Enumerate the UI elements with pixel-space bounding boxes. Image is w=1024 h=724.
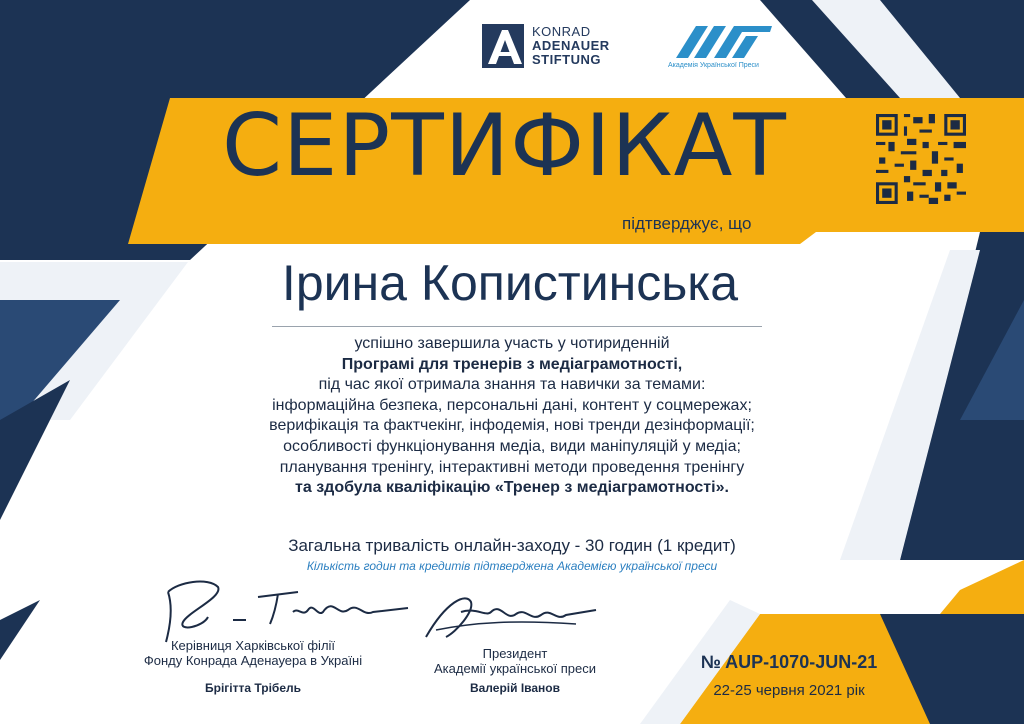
aup-caption: Академія Української Преси (668, 62, 759, 69)
body-line: особливості функціонування медіа, види маніпуляцій у медіа; (283, 437, 741, 455)
credit-note: Кількість годин та кредитів підтверджена Академією української преси (306, 559, 718, 573)
kas-line-1: KONRAD (532, 24, 591, 39)
gold-stripe-right-edge (940, 560, 1024, 614)
body-line: планування тренінгу, інтерактивні методи проведення тренінгу (279, 458, 745, 476)
confirms-text: підтверджує, що (622, 214, 752, 233)
body-line: під час якої отримала знання та навички за темами: (318, 376, 706, 394)
certificate-number: № AUP-1070-JUN-21 (700, 652, 878, 672)
signatory-1-role-line1: Керівниця Харківської філії (170, 638, 336, 653)
body-line: інформаційна безпека, персональні дані, контент у соцмережах; (272, 396, 752, 414)
kas-logo-text (532, 25, 642, 67)
certificate-title: СЕРТИФІКАТ (222, 96, 787, 196)
name-underline (272, 326, 762, 327)
signatory-2-role-line1: Президент (482, 646, 548, 661)
kas-line-2: ADENAUER (532, 38, 610, 53)
signatory-2-role (420, 646, 610, 676)
body-line: верифікація та фактчекінг, інфодемія, нові тренди дезінформації; (269, 417, 755, 435)
duration-text: Загальна тривалість онлайн-заходу - 30 годин (1 кредит) (288, 536, 736, 555)
signatory-2-role-line2: Академії української преси (434, 661, 596, 676)
kas-line-3: STIFTUNG (532, 52, 601, 67)
signatory-1-role-line2: Фонду Конрада Аденауера в Україні (143, 653, 363, 668)
signatory-1-role (118, 638, 388, 668)
certificate-body (190, 334, 834, 499)
qr-code-icon[interactable] (876, 114, 966, 204)
kas-logo-icon (482, 24, 524, 68)
signatory-2-name: Валерій Іванов (469, 681, 561, 695)
signatory-1-name: Брігітта Трібель (204, 681, 301, 695)
recipient-name: Ірина Копистинська (281, 255, 739, 311)
navy-stripe-bottom-left (0, 600, 40, 660)
body-line: та здобула кваліфікацію «Тренер з медіаграмотності». (295, 479, 729, 497)
certificate-dates: 22-25 червня 2021 рік (713, 682, 865, 699)
signature-ivanov (416, 582, 606, 652)
aup-logo-icon (674, 24, 774, 60)
body-line: успішно завершила участь у чотириденній (354, 335, 670, 352)
body-line: Програмі для тренерів з медіаграмотності, (341, 355, 683, 373)
